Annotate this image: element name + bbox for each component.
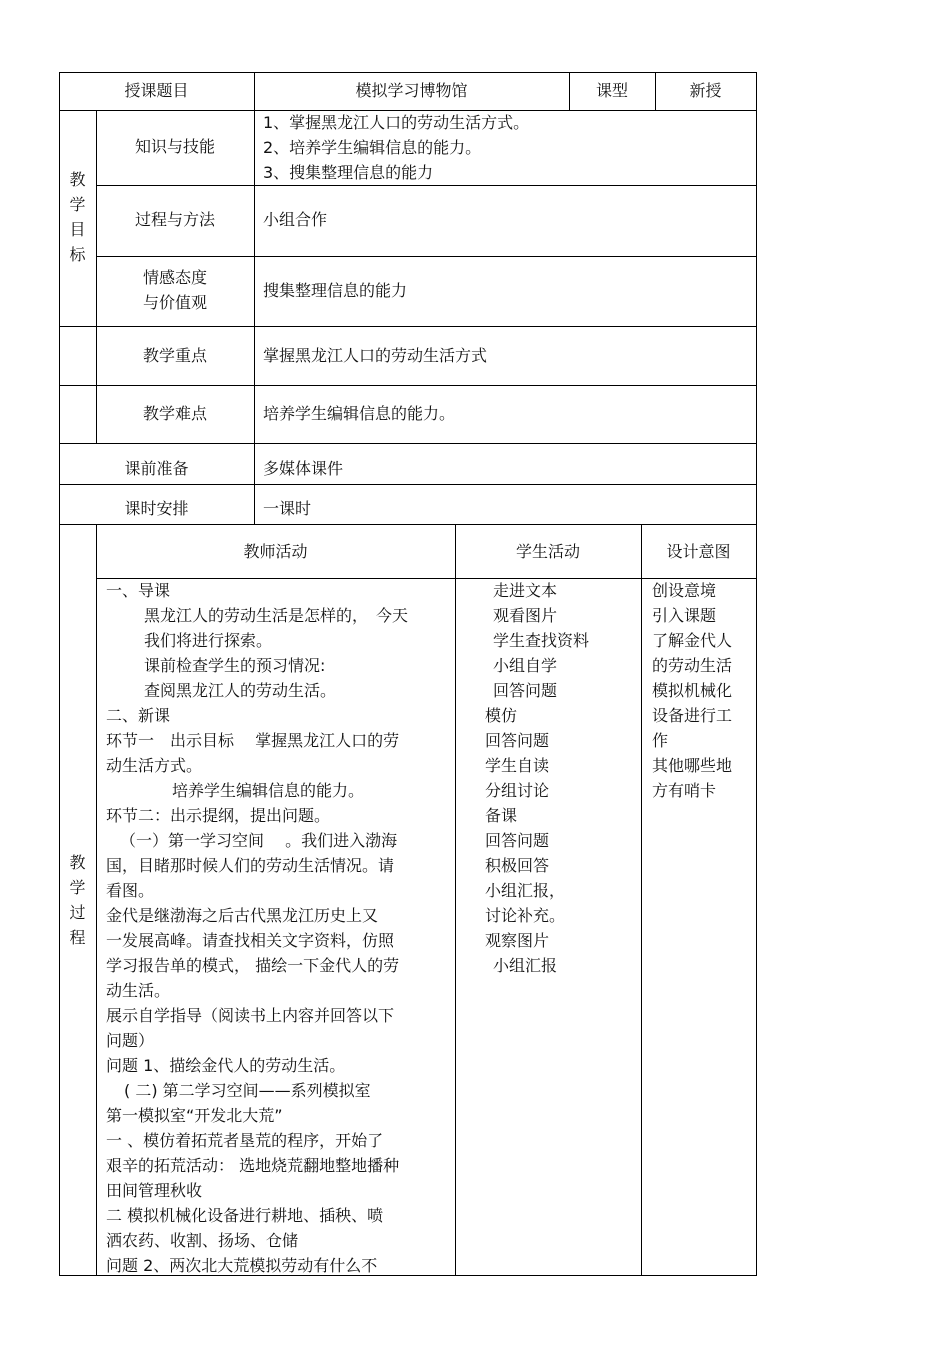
list-item: 学习报告单的模式， 描绘一下金代人的劳 xyxy=(106,956,400,975)
list-item: 动生活。 xyxy=(106,981,171,1000)
list-item: 洒农药、收割、扬场、仓储 xyxy=(106,1231,299,1250)
preparation-value: 多媒体课件 xyxy=(263,459,344,478)
emotion-value: 搜集整理信息的能力 xyxy=(263,281,408,300)
objectives-side-label: 教 学 目 标 xyxy=(69,170,86,264)
list-item: 我们将进行探索。 xyxy=(144,631,273,650)
list-item: 分组讨论 xyxy=(485,781,550,800)
topic-value: 模拟学习博物馆 xyxy=(355,81,468,100)
knowledge-value: 1、掌握黑龙江人口的劳动生活方式。 2、培养学生编辑信息的能力。 3、搜集整理信息的能力 xyxy=(263,113,530,182)
list-item: 的劳动生活 xyxy=(652,656,733,675)
list-item: 积极回答 xyxy=(485,856,550,875)
list-item: 问题） xyxy=(106,1031,155,1050)
lesson-type-label: 课型 xyxy=(595,81,628,100)
list-item: 金代是继渤海之后古代黑龙江历史上又 xyxy=(106,906,379,925)
lesson-type-value: 新授 xyxy=(689,81,722,100)
process-method-value: 小组合作 xyxy=(263,210,328,229)
list-item: 一 、模仿着拓荒者垦荒的程序，开始了 xyxy=(106,1131,384,1150)
key-point-value: 掌握黑龙江人口的劳动生活方式 xyxy=(263,346,488,365)
list-item: 一发展高峰。请查找相关文字资料，仿照 xyxy=(106,931,395,950)
list-item: 学生查找资料 xyxy=(493,631,590,650)
list-item: 回答问题 xyxy=(493,681,558,700)
emotion-label: 情感态度 与价值观 xyxy=(142,268,207,312)
topic-label: 授课题目 xyxy=(124,81,189,100)
list-item: 创设意境 xyxy=(652,581,717,600)
list-item: 其他哪些地 xyxy=(652,756,733,775)
list-item: 问题 2、两次北大荒模拟劳动有什么不 xyxy=(106,1256,378,1275)
preparation-label: 课前准备 xyxy=(124,459,189,478)
list-item: 观看图片 xyxy=(493,606,558,625)
design-intent-header: 设计意图 xyxy=(666,542,731,561)
list-item: 了解金代人 xyxy=(652,631,733,650)
list-item: 国，目睹那时候人们的劳动生活情况。请 xyxy=(106,856,395,875)
difficulty-value: 培养学生编辑信息的能力。 xyxy=(263,404,456,423)
list-item: 二、新课 xyxy=(106,706,171,725)
list-item: ( 二) 第二学习空间——系列模拟室 xyxy=(124,1081,371,1100)
list-item: 一、导课 xyxy=(106,581,171,600)
list-item: 环节二：出示提纲，提出问题。 xyxy=(106,806,331,825)
list-item: 黑龙江人的劳动生活是怎样的， 今天 xyxy=(144,606,409,625)
list-item: 回答问题 xyxy=(485,731,550,750)
schedule-value: 一课时 xyxy=(263,499,312,518)
design-intent-text xyxy=(652,578,732,803)
list-item: 课前检查学生的预习情况: xyxy=(144,656,326,675)
list-item: 培养学生编辑信息的能力。 xyxy=(172,781,365,800)
knowledge-label: 知识与技能 xyxy=(134,137,215,156)
list-item: （一）第一学习空间 。我们进入渤海 xyxy=(120,831,398,850)
list-item: 动生活方式。 xyxy=(106,756,203,775)
list-item: 问题 1、描绘金代人的劳动生活。 xyxy=(106,1056,346,1075)
process-method-label: 过程与方法 xyxy=(134,210,215,229)
list-item: 田间管理秋收 xyxy=(106,1181,203,1200)
list-item: 模拟机械化 xyxy=(652,681,733,700)
list-item: 讨论补充。 xyxy=(485,906,566,925)
teacher-activity-text xyxy=(106,578,408,1278)
list-item: 查阅黑龙江人的劳动生活。 xyxy=(144,681,337,700)
list-item: 作 xyxy=(652,731,669,750)
student-activity-header: 学生活动 xyxy=(515,542,580,561)
list-item: 回答问题 xyxy=(485,831,550,850)
schedule-label: 课时安排 xyxy=(124,499,189,518)
list-item: 二 模拟机械化设备进行耕地、插秧、喷 xyxy=(106,1206,384,1225)
list-item: 观察图片 xyxy=(485,931,550,950)
student-activity-text xyxy=(485,578,589,978)
list-item: 小组自学 xyxy=(493,656,558,675)
list-item: 环节一 出示目标 掌握黑龙江人口的劳 xyxy=(106,731,400,750)
list-item: 展示自学指导（阅读书上内容并回答以下 xyxy=(106,1006,395,1025)
list-item: 方有哨卡 xyxy=(652,781,717,800)
list-item: 模仿 xyxy=(485,706,518,725)
list-item: 备课 xyxy=(485,806,518,825)
process-side-label: 教 学 过 程 xyxy=(69,853,86,947)
list-item: 走进文本 xyxy=(493,581,558,600)
list-item: 学生自读 xyxy=(485,756,550,775)
list-item: 设备进行工 xyxy=(652,706,733,725)
list-item: 引入课题 xyxy=(652,606,717,625)
key-point-label: 教学重点 xyxy=(142,346,207,365)
list-item: 看图。 xyxy=(106,881,155,900)
list-item: 第一模拟室“开发北大荒” xyxy=(106,1106,283,1125)
list-item: 小组汇报， xyxy=(485,881,566,900)
list-item: 艰辛的拓荒活动： 选地烧荒翻地整地播种 xyxy=(106,1156,400,1175)
difficulty-label: 教学难点 xyxy=(142,404,207,423)
teacher-activity-header: 教师活动 xyxy=(243,542,308,561)
list-item: 小组汇报 xyxy=(493,956,558,975)
